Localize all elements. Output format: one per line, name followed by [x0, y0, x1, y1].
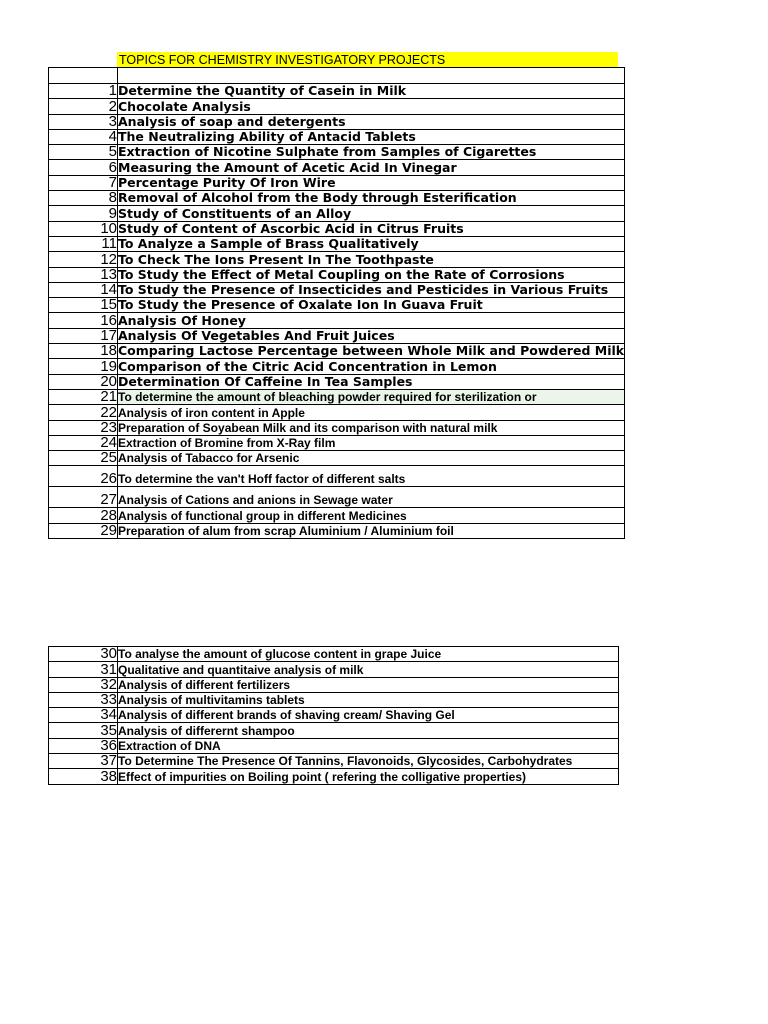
table-row [49, 99, 625, 114]
row-number-cell[interactable]: 23 [49, 420, 118, 435]
table-row [49, 420, 625, 435]
row-number-cell[interactable]: 38 [49, 769, 118, 784]
row-number-cell[interactable]: 15 [49, 298, 118, 313]
topic-cell[interactable]: Analysis of different fertilizers [118, 677, 619, 692]
blank-row [49, 68, 625, 84]
row-number-cell[interactable]: 20 [49, 374, 118, 389]
topic-cell[interactable]: Study of Constituents of an Alloy [118, 206, 625, 221]
table-row [49, 662, 619, 677]
topic-cell[interactable]: Analysis of iron content in Apple [118, 405, 625, 420]
row-number-cell[interactable]: 21 [49, 389, 118, 404]
topic-cell[interactable]: Analysis Of Honey [118, 313, 625, 328]
topic-cell[interactable]: To Determine The Presence Of Tannins, Flavonoids, Glycosides, Carbohydrates [118, 754, 619, 769]
row-number-cell[interactable]: 14 [49, 282, 118, 297]
table-row [49, 298, 625, 313]
table-row [49, 374, 625, 389]
topics-table-2 [48, 646, 619, 785]
table-row [49, 344, 625, 359]
row-number-cell[interactable]: 2 [49, 99, 118, 114]
blank-number-cell[interactable] [49, 68, 118, 84]
table-row [49, 84, 625, 99]
topic-cell[interactable]: Chocolate Analysis [118, 99, 625, 114]
topic-cell[interactable]: Determination Of Caffeine In Tea Samples [118, 374, 625, 389]
table-row [49, 282, 625, 297]
topic-cell[interactable]: Percentage Purity Of Iron Wire [118, 175, 625, 190]
table-row [49, 451, 625, 466]
row-number-cell[interactable]: 16 [49, 313, 118, 328]
row-number-cell[interactable]: 37 [49, 754, 118, 769]
table-row [49, 359, 625, 374]
topic-cell[interactable]: The Neutralizing Ability of Antacid Tablets [118, 129, 625, 144]
table-row [49, 328, 625, 343]
row-number-cell[interactable]: 27 [49, 487, 118, 508]
topic-cell[interactable]: To Study the Presence of Oxalate Ion In Guava Fruit [118, 298, 625, 313]
topic-cell[interactable]: Removal of Alcohol from the Body through Esterification [118, 191, 625, 206]
table-row [49, 738, 619, 753]
topic-cell[interactable]: Analysis Of Vegetables And Fruit Juices [118, 328, 625, 343]
topic-cell[interactable]: Effect of impurities on Boiling point ( refering the colligative properties) [118, 769, 619, 784]
row-number-cell[interactable]: 7 [49, 175, 118, 190]
table-row [49, 508, 625, 523]
row-number-cell[interactable]: 26 [49, 466, 118, 487]
table-row [49, 236, 625, 251]
row-number-cell[interactable]: 32 [49, 677, 118, 692]
row-number-cell[interactable]: 30 [49, 647, 118, 662]
table-row [49, 769, 619, 784]
row-number-cell[interactable]: 33 [49, 692, 118, 707]
topic-cell[interactable]: Analysis of functional group in different Medicines [118, 508, 625, 523]
row-number-cell[interactable]: 35 [49, 723, 118, 738]
topic-cell[interactable]: Comparing Lactose Percentage between Whole Milk and Powdered Milk [118, 343, 625, 359]
topics-table-1 [48, 67, 625, 539]
topic-cell[interactable]: Analysis of Cations and anions in Sewage water [118, 487, 625, 508]
row-number-cell[interactable]: 11 [49, 236, 118, 251]
row-number-cell[interactable]: 13 [49, 267, 118, 282]
topic-cell[interactable]: Analysis of different brands of shaving cream/ Shaving Gel [118, 708, 619, 723]
topic-cell[interactable]: Preparation of alum from scrap Aluminium / Aluminium foil [118, 523, 625, 538]
topic-cell[interactable]: Analysis of soap and detergents [118, 114, 625, 129]
row-number-cell[interactable]: 5 [49, 145, 118, 160]
row-number-cell[interactable]: 8 [49, 191, 118, 206]
row-number-cell[interactable]: 9 [49, 206, 118, 221]
topic-cell[interactable]: To determine the van't Hoff factor of different salts [118, 466, 625, 487]
table-row [49, 160, 625, 175]
row-number-cell[interactable]: 12 [49, 252, 118, 267]
topic-cell[interactable]: Extraction of DNA [118, 738, 619, 753]
table-row [49, 466, 625, 487]
table-row [49, 677, 619, 692]
topic-cell[interactable]: To analyse the amount of glucose content in grape Juice [118, 647, 619, 662]
topic-cell[interactable]: Comparison of the Citric Acid Concentration in Lemon [118, 359, 625, 374]
table-row [49, 175, 625, 190]
row-number-cell[interactable]: 4 [49, 129, 118, 144]
topic-cell[interactable]: To Check The Ions Present In The Toothpaste [118, 252, 625, 267]
row-number-cell[interactable]: 3 [49, 114, 118, 129]
row-number-cell[interactable]: 10 [49, 221, 118, 236]
row-number-cell[interactable]: 36 [49, 738, 118, 753]
row-number-cell[interactable]: 1 [49, 84, 118, 99]
table-row [49, 129, 625, 144]
row-number-cell[interactable]: 6 [49, 160, 118, 175]
table-row [49, 221, 625, 236]
row-number-cell[interactable]: 25 [49, 451, 118, 466]
blank-topic-cell[interactable] [118, 68, 625, 84]
table-row [49, 708, 619, 723]
topic-cell[interactable]: Analysis of Tabacco for Arsenic [118, 451, 625, 466]
topic-cell[interactable]: To Study the Presence of Insecticides and Pesticides in Various Fruits [118, 282, 625, 297]
row-number-cell[interactable]: 19 [49, 359, 118, 374]
table-row [49, 267, 625, 282]
table-row [49, 647, 619, 662]
sheet-title: TOPICS FOR CHEMISTRY INVESTIGATORY PROJECTS [117, 52, 618, 68]
topic-cell[interactable]: To Analyze a Sample of Brass Qualitatively [118, 236, 625, 251]
topic-cell[interactable]: Extraction of Bromine from X-Ray film [118, 435, 625, 450]
table-row [49, 405, 625, 420]
topic-cell[interactable]: Extraction of Nicotine Sulphate from Samples of Cigarettes [118, 145, 625, 160]
table-row [49, 435, 625, 450]
table-row [49, 252, 625, 267]
table-row [49, 313, 625, 328]
topic-cell[interactable]: Analysis of differernt shampoo [118, 723, 619, 738]
topic-cell[interactable]: Measuring the Amount of Acetic Acid In Vinegar [118, 160, 625, 175]
table-row [49, 206, 625, 221]
table-row [49, 723, 619, 738]
topic-cell[interactable]: Qualitative and quantitaive analysis of milk [118, 662, 619, 677]
topic-cell[interactable]: Study of Content of Ascorbic Acid in Citrus Fruits [118, 221, 625, 236]
row-number-cell[interactable]: 28 [49, 508, 118, 523]
topic-cell[interactable]: Preparation of Soyabean Milk and its comparison with natural milk [118, 420, 625, 435]
table-row [49, 191, 625, 206]
row-number-cell[interactable]: 17 [49, 328, 118, 343]
table-row [49, 145, 625, 160]
topic-cell[interactable]: To determine the amount of bleaching powder required for sterilization or [118, 389, 625, 404]
table-row [49, 523, 625, 538]
row-number-cell[interactable]: 29 [49, 523, 118, 538]
table-row [49, 692, 619, 707]
row-number-cell[interactable]: 34 [49, 708, 118, 723]
row-number-cell[interactable]: 31 [49, 662, 118, 677]
table-row [49, 114, 625, 129]
topic-cell[interactable]: Determine the Quantity of Casein in Milk [118, 84, 625, 99]
row-number-cell[interactable]: 22 [49, 405, 118, 420]
table-row [49, 487, 625, 508]
table-row [49, 389, 625, 404]
topic-cell[interactable]: Analysis of multivitamins tablets [118, 692, 619, 707]
table-row [49, 754, 619, 769]
row-number-cell[interactable]: 18 [49, 344, 118, 359]
topic-cell[interactable]: To Study the Effect of Metal Coupling on the Rate of Corrosions [118, 267, 625, 282]
row-number-cell[interactable]: 24 [49, 435, 118, 450]
